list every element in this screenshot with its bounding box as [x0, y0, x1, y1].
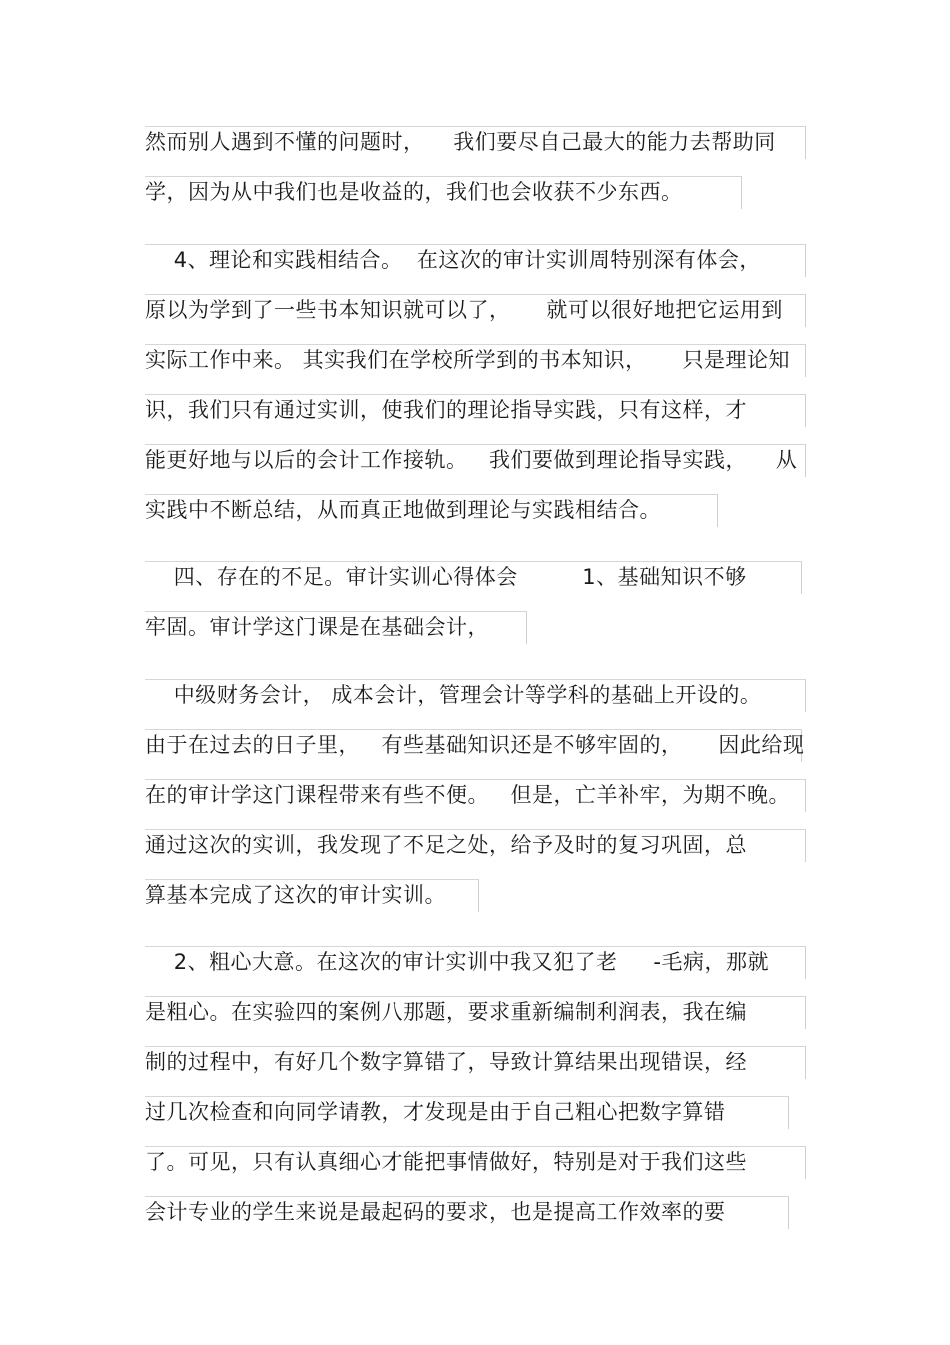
text-line: 牢固。审计学这门课是在基础会计， — [145, 615, 489, 639]
text-line: 由于在过去的日子里， 有些基础知识还是不够牢固的， 因此给现 — [145, 733, 805, 757]
text-line: 会计专业的学生来说是最起码的要求，也是提高工作效率的要 — [145, 1200, 726, 1224]
text-line: 四、存在的不足。审计实训心得体会 1、基础知识不够 — [145, 565, 747, 589]
text-line: 通过这次的实训，我发现了不足之处，给予及时的复习巩固，总 — [145, 833, 747, 857]
text-line: 然而别人遇到不懂的问题时， 我们要尽自己最大的能力去帮助同 — [145, 130, 776, 154]
text-line: 了。可见，只有认真细心才能把事情做好，特别是对于我们这些 — [145, 1150, 747, 1174]
text-line: 实际工作中来。 其实我们在学校所学到的书本知识， 只是理论知 — [145, 348, 791, 372]
text-line: 制的过程中，有好几个数字算错了，导致计算结果出现错误，经 — [145, 1050, 747, 1074]
text-line: 原以为学到了一些书本知识就可以了， 就可以很好地把它运用到 — [145, 298, 783, 322]
text-line: 过几次检查和向同学请教，才发现是由于自己粗心把数字算错 — [145, 1100, 726, 1124]
text-line: 中级财务会计， 成本会计，管理会计等学科的基础上开设的。 — [145, 683, 762, 707]
text-line: 是粗心。在实验四的案例八那题，要求重新编制利润表，我在编 — [145, 1000, 747, 1024]
text-line: 在的审计学这门课程带来有些不便。 但是，亡羊补牢，为期不晚。 — [145, 783, 791, 807]
text-line: 2、粗心大意。在这次的审计实训中我又犯了老 -毛病，那就 — [145, 950, 770, 974]
text-line: 学，因为从中我们也是收益的，我们也会收获不少东西。 — [145, 180, 683, 204]
text-line: 4、理论和实践相结合。 在这次的审计实训周特别深有体会， — [145, 248, 761, 272]
text-line: 能更好地与以后的会计工作接轨。 我们要做到理论指导实践， 从 — [145, 448, 798, 472]
text-line: 识，我们只有通过实训，使我们的理论指导实践，只有这样，才 — [145, 398, 747, 422]
text-line: 算基本完成了这次的审计实训。 — [145, 883, 446, 907]
text-line: 实践中不断总结，从而真正地做到理论与实践相结合。 — [145, 498, 661, 522]
